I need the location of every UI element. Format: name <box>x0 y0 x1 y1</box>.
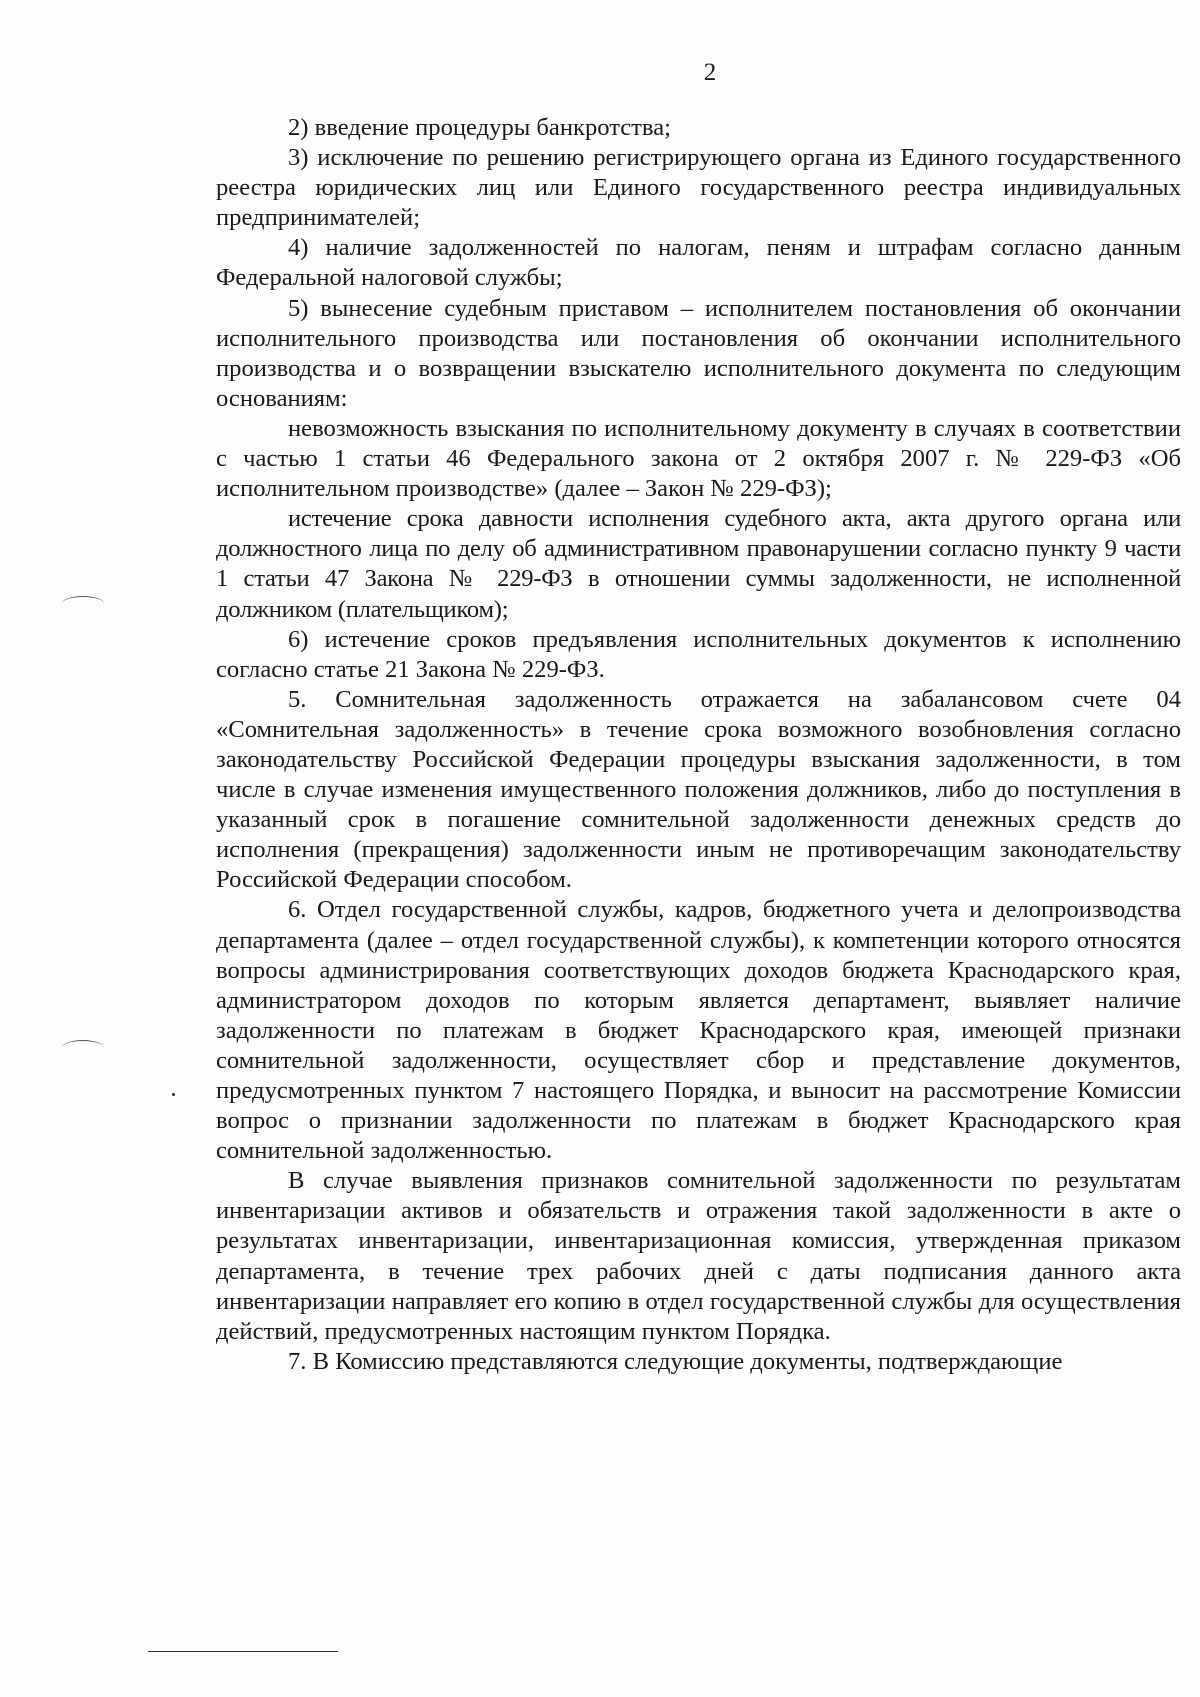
scan-hole-mark <box>62 596 104 611</box>
paragraph: 7. В Комиссию представляются следующие документы, подтверждающие <box>288 1347 1063 1375</box>
document-body <box>216 113 1181 1377</box>
paragraph: В случае выявления признаков сомнительной задолженности по результатам инвентаризации активов и обязательств и отражения такой задолженности в акте о результатах инвентаризации, инвентаризационная комиссия, утвержденная приказом департамента, в течение трех рабочих дней с даты подписания данного акта инвентаризации направляет его копию в отдел государственной службы для осуществления действий, предусмотренных настоящим пунктом Порядка. <box>216 1167 1181 1345</box>
footnote-rule <box>148 1651 338 1652</box>
paragraph: 6. Отдел государственной службы, кадров, бюджетного учета и делопроизводства департамента (далее – отдел государственной службы), к компетенции которого относятся вопросы администрирования соответствующих доходов бюджета Краснодарского края, администратором доходов по которым является департамент, выявляет наличие задолженности по платежам в бюджет Краснодарского края, имеющей признаки сомнительной задолженности, осуществляет сбор и представление документов, предусмотренных пунктом 7 настоящего Порядка, и выносит на рассмотрение Комиссии вопрос о признании задолженности по платежам в бюджет Краснодарского края сомнительной задолженностью. <box>216 896 1181 1165</box>
paragraph: 5. Сомнительная задолженность отражается на забалансовом счете 04 «Сомнительная задолженность» в течение срока возможного возобновления согласно законодательству Российской Федерации процедуры взыскания задолженности, в том числе в случае изменения имущественного положения должников, либо до поступления в указанный срок в погашение сомнительной задолженности денежных средств до исполнения (прекращения) задолженности иным не противоречащим законодательству Российской Федерации способом. <box>216 685 1181 894</box>
paragraph: 4) наличие задолженностей по налогам, пеням и штрафам согласно данным Федеральной налоговой службы; <box>216 234 1181 292</box>
paragraph: 5) вынесение судебным приставом – исполнителем постановления об окончании исполнительного производства или постановления об окончании исполнительного производства и о возвращении взыскателю исполнительного документа по следующим основаниям: <box>216 294 1181 412</box>
page-number: 2 <box>703 59 717 86</box>
scan-dot <box>172 1093 175 1096</box>
paragraph: 3) исключение по решению регистрирующего органа из Единого государственного реестра юридических лиц или Единого государственного реестра индивидуальных предпринимателей; <box>216 144 1181 232</box>
paragraph: 6) истечение сроков предъявления исполнительных документов к исполнению согласно статье 21 Закона № 229-ФЗ. <box>216 625 1181 683</box>
paragraph: невозможность взыскания по исполнительному документу в случаях в соответствии с частью 1 статьи 46 Федерального закона от 2 октября 2007 г. № 229-ФЗ «Об исполнительном производстве» (далее – Закон № 229-ФЗ); <box>216 414 1181 503</box>
scan-hole-mark <box>62 1040 104 1055</box>
paragraph: истечение срока давности исполнения судебного акта, акта другого органа или должностного лица по делу об административном правонарушении согласно пункту 9 части 1 статьи 47 Закона № 229-ФЗ в отношении суммы задолженности, не исполненной должником (плательщиком); <box>216 505 1181 623</box>
paragraph: 2) введение процедуры банкротства; <box>288 114 671 141</box>
